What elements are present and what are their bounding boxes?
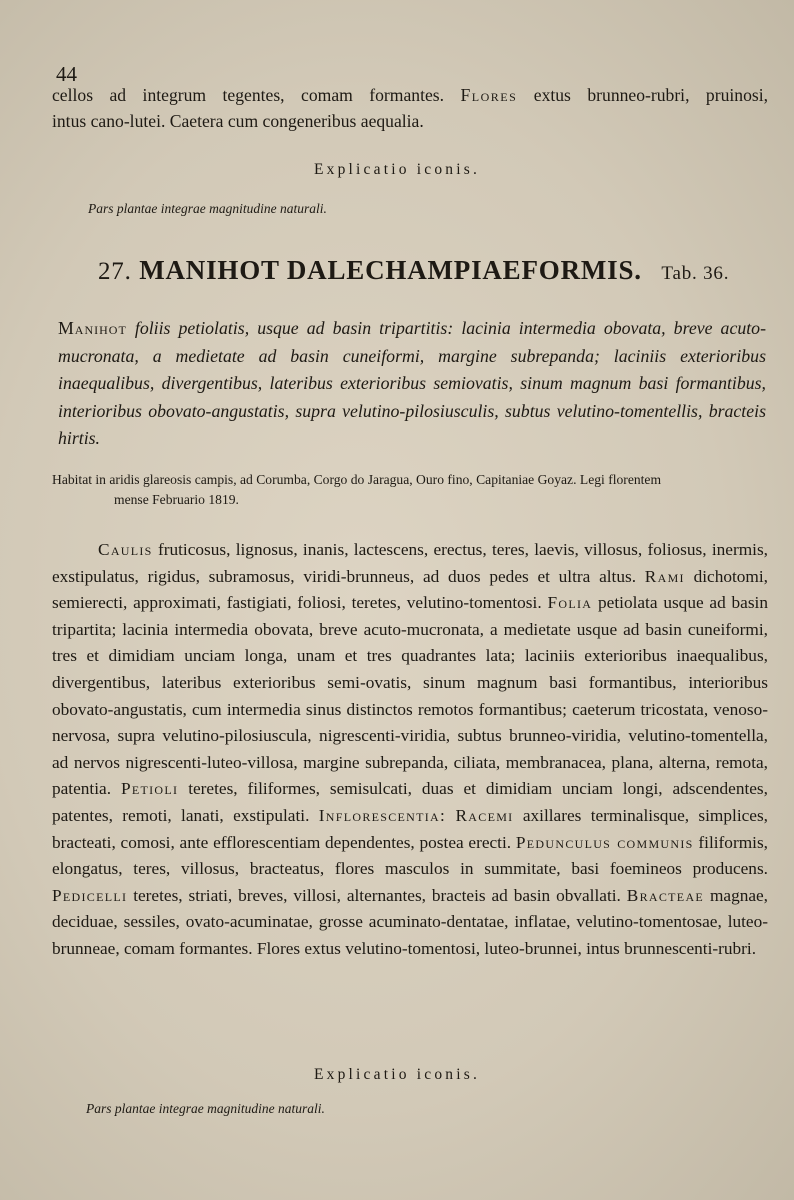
petioli-label: Petioli	[120, 779, 179, 799]
caption-1: Pars plantae integrae magnitudine naturali.	[88, 201, 327, 216]
caption-2: Pars plantae integrae magnitudine naturali.	[86, 1101, 325, 1116]
flores-label: Flores	[460, 85, 518, 105]
species-description	[52, 537, 768, 963]
habitat-line2: mense Februario 1819.	[114, 492, 239, 507]
caulis-text: fruticosus, lignosus, inanis, lactescens, erectus, teres, laevis, villosus, foliosus, inermis, exstipulatus, rigidus, subramosus, viridi-brunneus, ad duos pedes et ultra altus.	[52, 540, 768, 586]
species-number: 27.	[98, 258, 132, 285]
species-title	[98, 255, 738, 286]
pedicelli-label: Pedicelli	[52, 885, 128, 905]
folia-label: Folia	[547, 593, 593, 613]
petioli-text: teretes, filiformes, semisulcati, duas et dimidiam unciam longi, adscendentes, patentes, remoti, lanati, exstipulati.	[52, 779, 768, 825]
diagnosis-text: foliis petiolatis, usque ad basin tripartitis: lacinia intermedia obovata, breve acuto-mucronata, a medietate ad basin cuneiformi, margine subrepanda; laciniis exterioribus inaequalibus, divergentibus, lateribus exterioribus semiovatis, sinum magnum basi formantibus, interioribus obovato-angustatis, supra velutino-pilosiusculis, subtus velutino-tomentellis, bracteis hirtis.	[58, 318, 766, 448]
diagnosis-genus: Manihot	[58, 318, 127, 338]
folia-text: petiolata usque ad basin tripartita; lacinia intermedia obovata, breve acuto-mucronata, a medietate usque ad basin cuneiformi, tres et dimidiam unciam longa, unam et tres quadrantes lata; laciniis exterioribus inaequalibus, divergentibus, lateribus exterioribus semi-ovatis, sinum magnum basi formantibus, interioribus obovato-angustatis, cum intermedia sinus distinctos remotos formantibus; caeterum tricostata, venoso-nervosa, supra velutino-pilosiuscula, nigrescenti-viridia, subtus brunneo-viridia, velutino-tomentella, ad nervos nigrescenti-luteo-villosa, margine subrepanda, ciliata, membranacea, plana, alterna, remota, patentia.	[52, 593, 768, 799]
continuation-line1-after: extus brunneo-rubri, pruinosi,	[533, 85, 768, 105]
species-name: MANIHOT DALECHAMPIAEFORMIS.	[139, 255, 642, 285]
bracteae-text: magnae, deciduae, sessiles, ovato-acuminatae, grosse acuminato-dentatae, inflatae, velutino-tomentosae, luteo-brunneae, comam formantes. Flores extus velutino-tomentosi, luteo-brunnei, intus brunnescenti-rubri.	[52, 885, 769, 958]
habitat-note	[52, 470, 768, 510]
page-number: 44	[56, 62, 77, 86]
habitat-line1: Habitat in aridis glareosis campis, ad Corumba, Corgo do Jaragua, Ouro fino, Capitaniae Goyaz. Legi florentem	[52, 472, 662, 487]
pedicelli-text: teretes, striati, breves, villosi, alternantes, bracteis ad basin obvallati.	[133, 885, 621, 905]
rami-label: Rami	[644, 566, 685, 586]
continuation-line2: intus cano-lutei. Caetera cum congeneribus aequalia.	[52, 111, 424, 131]
racemi-text: axillares terminalisque, simplices, bracteati, comosi, ante efflorescentiam dependentes, postea erecti.	[52, 805, 769, 852]
plate-reference: Tab. 36.	[661, 263, 730, 284]
explicatio-heading-1: Explicatio iconis.	[313, 161, 481, 178]
racemi-label: Racemi	[455, 805, 514, 825]
pedunculus-text: filiformis, elongatus, teres, villosus, bracteatus, flores masculos in summitate, basi foemineos producens.	[52, 832, 768, 879]
bracteae-label: Bracteae	[626, 885, 705, 905]
continuation-text	[52, 82, 768, 134]
continuation-line1-before: cellos ad integrum tegentes, comam formantes.	[52, 85, 445, 105]
pedunculus-label: Pedunculus communis	[515, 832, 694, 852]
explicatio-heading-2: Explicatio iconis.	[313, 1066, 481, 1083]
inflorescentia-label: Inflorescentia:	[318, 805, 447, 825]
caulis-label: Caulis	[98, 540, 153, 559]
rami-text: dichotomi, semierecti, approximati, fastigiati, foliosi, teretes, velutino-tomentosi.	[52, 566, 768, 613]
species-diagnosis	[58, 315, 766, 453]
